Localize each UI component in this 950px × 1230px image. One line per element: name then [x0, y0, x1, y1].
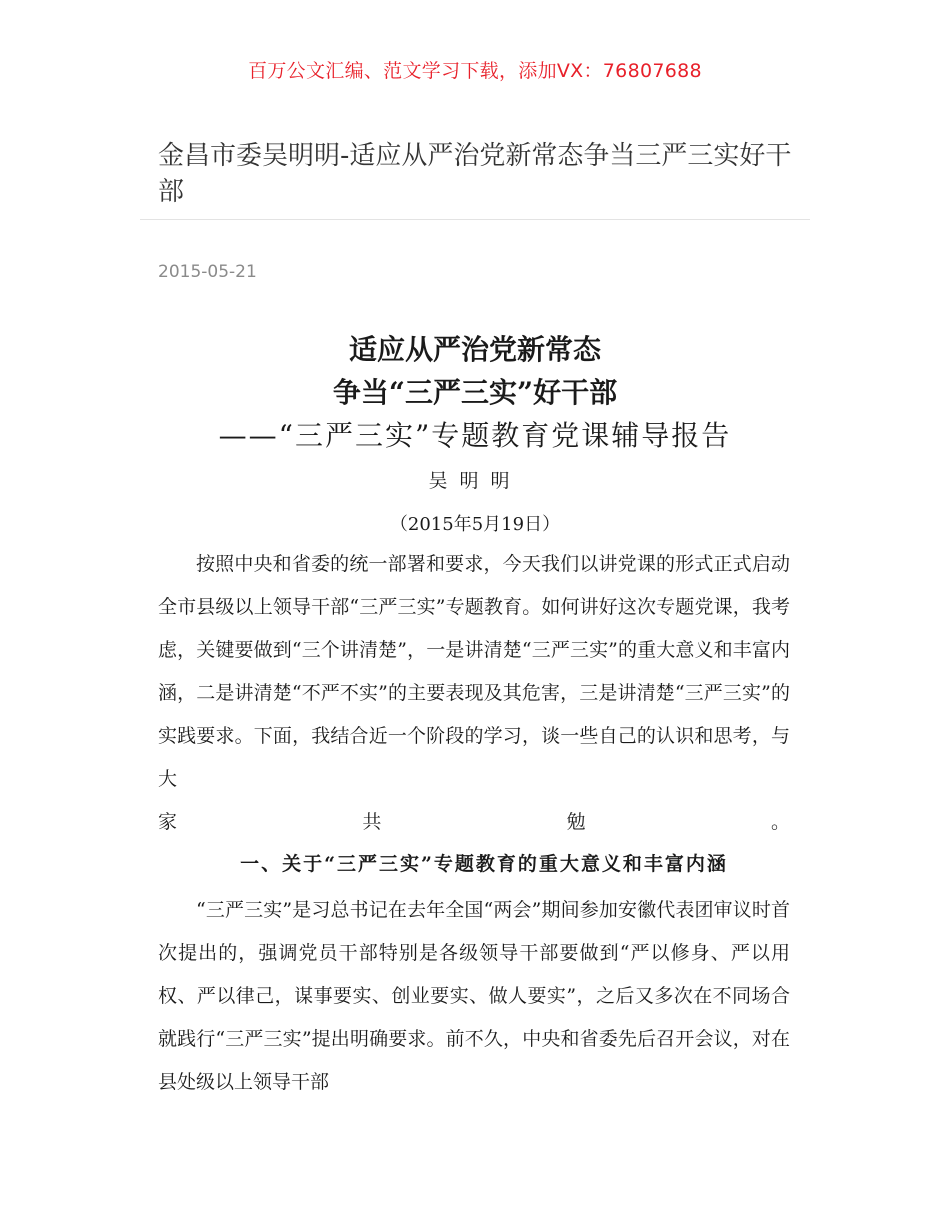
paragraph-intro: [158, 543, 790, 844]
title-divider: [140, 219, 810, 220]
tail-char: 。: [770, 811, 790, 833]
post-date: 2015-05-21: [158, 262, 257, 282]
post-title: 金昌市委吴明明-适应从严治党新常态争当三严三实好干部: [158, 141, 792, 207]
section-heading-1: 一、关于“三严三实”专题教育的重大意义和丰富内涵: [240, 853, 728, 875]
paragraph-intro-last-line: [158, 801, 790, 844]
tail-char: 共: [362, 811, 382, 833]
paragraph-intro-text: 按照中央和省委的统一部署和要求，今天我们以讲党课的形式正式启动全市县级以上领导干部“三严三实”专题教育。如何讲好这次专题党课，我考虑，关键要做到“三个讲清楚”，一是讲清楚“三严三实”的重大意义和丰富内涵，二是讲清楚“不严不实”的主要表现及其危害，三是讲清楚“三严三实”的实践要求。下面，我结合近一个阶段的学习，谈一些自己的认识和思考，与大: [158, 553, 790, 790]
document-title-line-1: 适应从严治党新常态: [348, 333, 601, 366]
tail-char: 勉: [566, 811, 586, 833]
document-author: 吴明明: [428, 470, 522, 492]
promo-banner: 百万公文汇编、范文学习下载，添加VX：76807688: [248, 60, 702, 82]
tail-char: 家: [158, 811, 178, 833]
paragraph-section-1: “三严三实”是习总书记在去年全国“两会”期间参加安徽代表团审议时首次提出的，强调党员干部特别是各级领导干部要做到“严以修身、严以用权、严以律己，谋事要实、创业要实、做人要实”，之后又多次在不同场合就践行“三严三实”提出明确要求。前不久，中央和省委先后召开会议，对在县处级以上领导干部: [158, 899, 790, 1093]
document-subtitle: ——“三严三实”专题教育党课辅导报告: [218, 419, 732, 452]
document-title-line-2: 争当“三严三实”好干部: [332, 376, 618, 409]
document-date: （2015年5月19日）: [389, 514, 561, 535]
